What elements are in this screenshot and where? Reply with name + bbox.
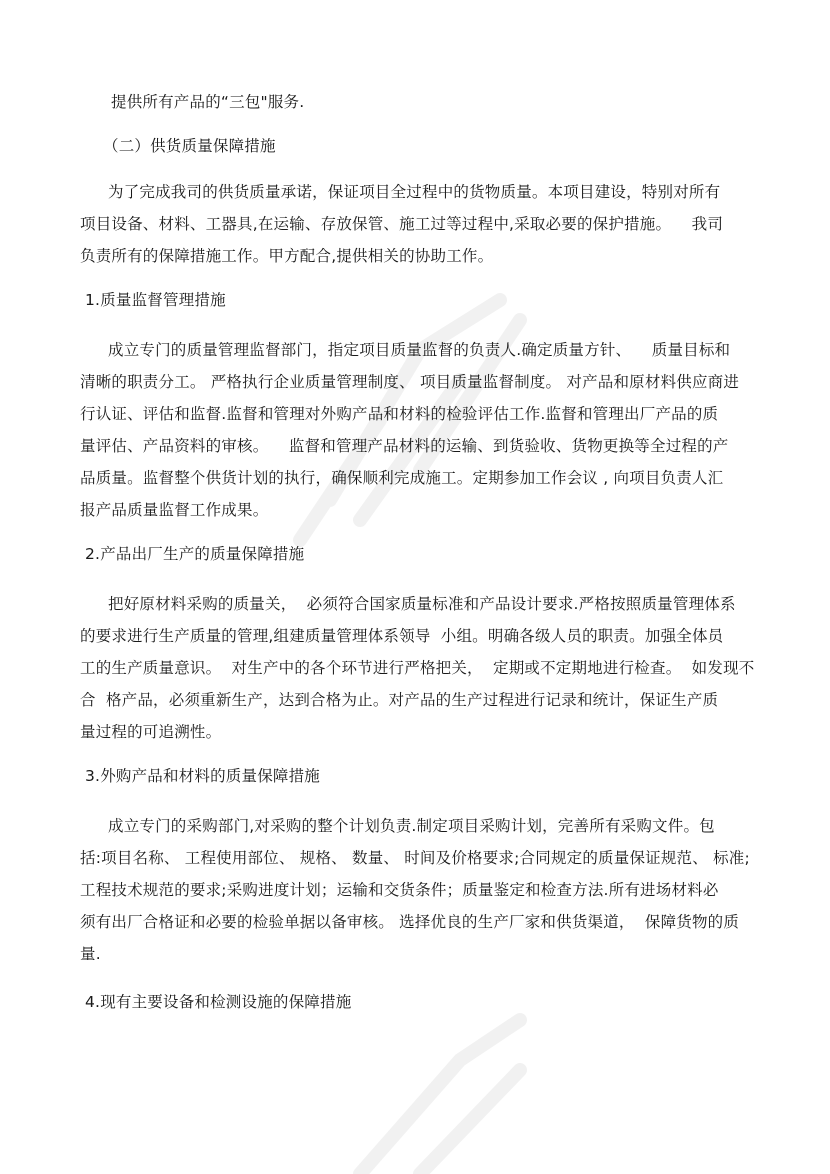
section-2-line: 工的生产质量意识。 对生产中的各个环节进行严格把关， 定期或不定期地进行检查。 如发现不 [80,659,755,677]
section-3-line: 工程技术规范的要求;采购进度计划；运输和交货条件；质量鉴定和检查方法.所有进场材料必 [80,881,719,899]
section-2-heading: 2.产品出厂生产的质量保障措施 [85,545,305,563]
section-1-line: 报产品质量监督工作成果。 [80,501,269,519]
section-3-line: 成立专门的采购部门,对采购的整个计划负责.制定项目采购计划，完善所有采购文件。包 [108,817,715,835]
section-3-line: 括:项目名称、 工程使用部位、 规格、 数量、 时间及价格要求;合同规定的质量保证规范、 标准; [80,849,750,867]
intro-paragraph-line: 为了完成我司的供货质量承诺，保证项目全过程中的货物质量。本项目建设，特别对所有 [108,183,721,201]
intro-paragraph-line: 项目设备、材料、工器具,在运输、存放保管、施工过等过程中,采取必要的保护措施。 我司 [80,215,724,233]
section-1-line: 品质量。监督整个供货计划的执行，确保顺利完成施工。定期参加工作会议 , 向项目负责人汇 [80,469,724,487]
section-title: （二）供货质量保障措施 [103,137,276,155]
section-2-line: 合 格产品，必须重新生产，达到合格为止。对产品的生产过程进行记录和统计，保证生产质 [80,691,719,709]
section-2-line: 把好原材料采购的质量关， 必须符合国家质量标准和产品设计要求.严格按照质量管理体系 [108,595,736,613]
section-3-heading: 3.外购产品和材料的质量保障措施 [85,767,320,785]
section-1-heading: 1.质量监督管理措施 [85,291,226,309]
intro-paragraph-line: 负责所有的保障措施工作。甲方配合,提供相关的协助工作。 [80,247,494,265]
intro-line: 提供所有产品的“三包"服务. [111,93,305,111]
section-3-line: 须有出厂合格证和必要的检验单据以备审核。 选择优良的生产厂家和供货渠道， 保障货物的质 [80,913,740,931]
section-3-line: 量. [80,945,101,963]
section-1-line: 清晰的职责分工。 严格执行企业质量管理制度、 项目质量监督制度。 对产品和原材料供应商进 [80,373,740,391]
section-1-line: 成立专门的质量管理监督部门，指定项目质量监督的负责人.确定质量方针、 质量目标和 [108,341,731,359]
section-4-heading: 4.现有主要设备和检测设施的保障措施 [85,993,352,1011]
section-1-line: 行认证、评估和监督.监督和管理对外购产品和材料的检验评估工作.监督和管理出厂产品的质 [80,405,719,423]
section-2-line: 量过程的可追溯性。 [80,723,222,741]
section-1-line: 量评估、产品资料的审核。 监督和管理产品材料的运输、到货验收、货物更换等全过程的产 [80,437,729,455]
section-2-line: 的要求进行生产质量的管理,组建质量管理体系领导 小组。明确各级人员的职责。加强全体员 [80,627,724,645]
